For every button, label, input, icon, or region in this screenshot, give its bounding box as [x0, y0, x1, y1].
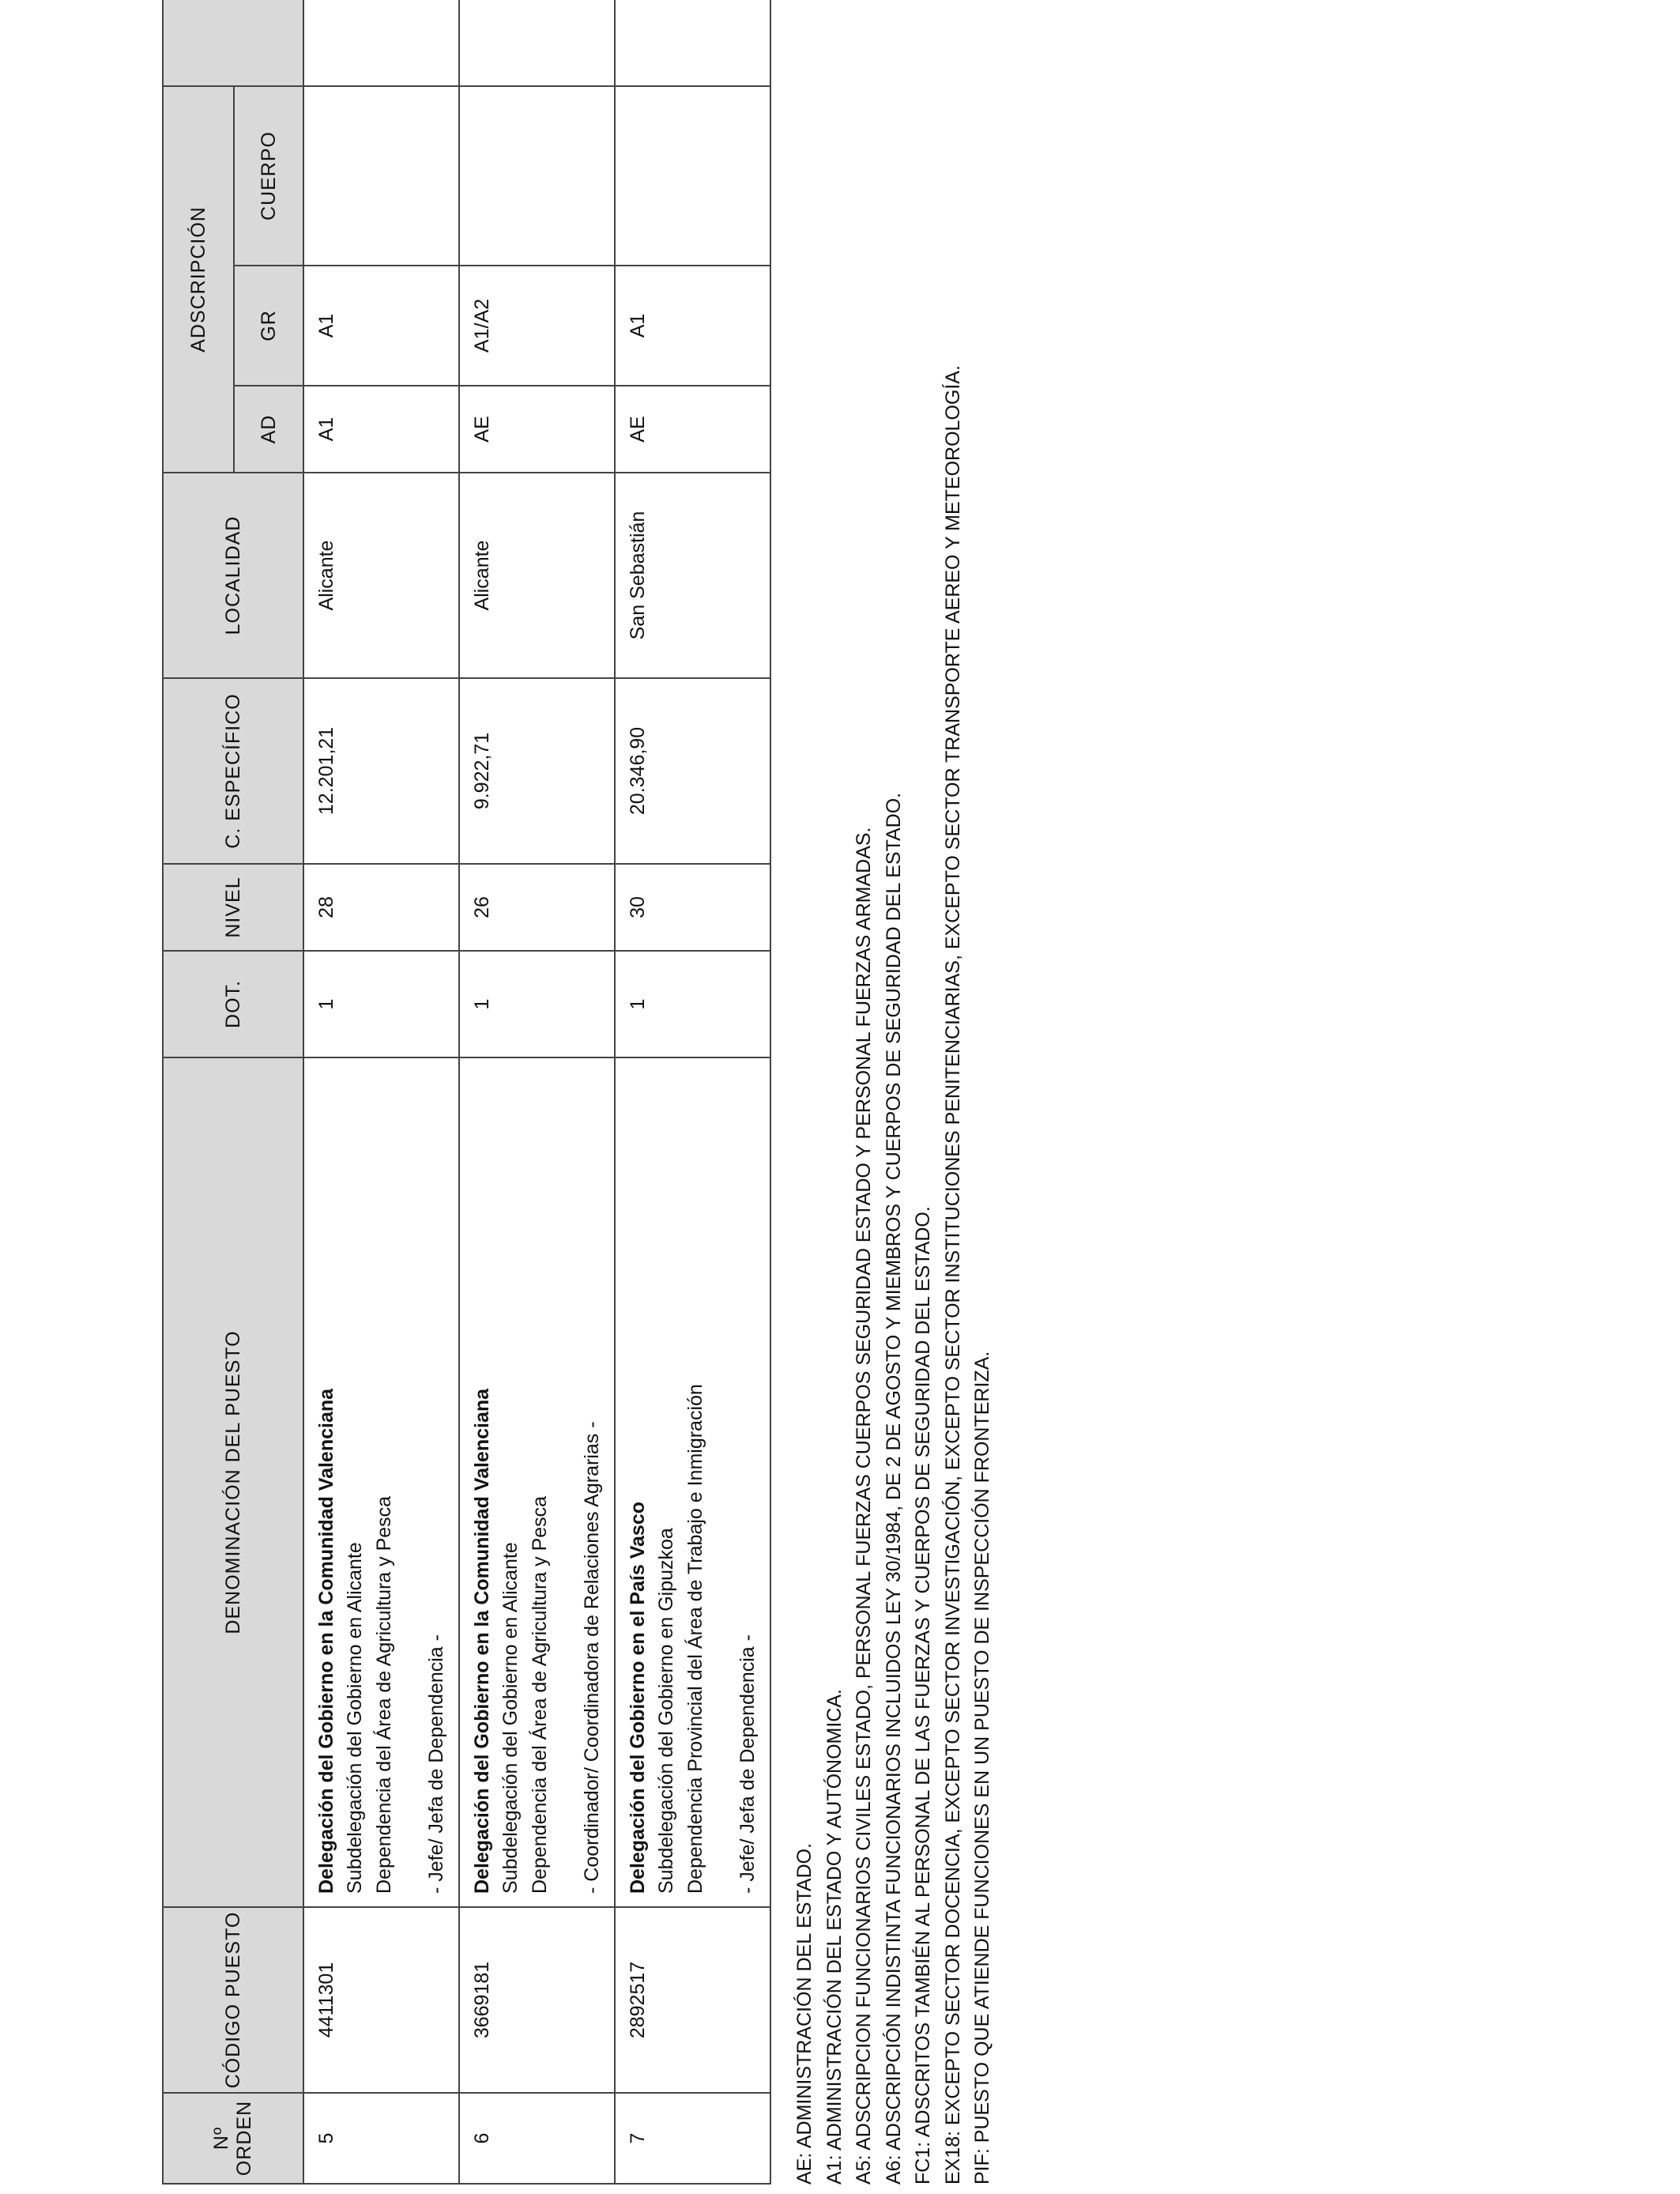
table-row [303, 0, 459, 2184]
cell-denominacion [615, 1057, 770, 1907]
legend [790, 365, 998, 2185]
header-adscripcion: ADSCRIPCIÓN [163, 86, 234, 473]
denominacion-job: - Coordinador/ Coordinadora de Relaciones Agrarias - [580, 1421, 603, 1894]
legend-line: A1: ADMINISTRACIÓN DEL ESTADO Y AUTÓNOMICA. [823, 1689, 846, 2185]
cell-especifico: 9.922,71 [459, 678, 615, 864]
denominacion-line2: Dependencia del Área de Agricultura y Pesca [528, 1495, 551, 1894]
cell-meritos [459, 0, 615, 86]
positions-table [162, 0, 771, 2185]
denominacion-line1: Subdelegación del Gobierno en Gipuzkoa [655, 1528, 678, 1894]
denominacion-head: Delegación del Gobierno en la Comunidad Valenciana [315, 1388, 337, 1894]
cell-localidad: Alicante [303, 473, 459, 678]
cell-dot: 1 [459, 951, 615, 1057]
table-row [615, 0, 770, 2184]
header-especifico: C. ESPECÍFICO [163, 678, 303, 864]
cell-localidad: Alicante [459, 473, 615, 678]
legend-line: FC1: ADSCRITOS TAMBIÉN AL PERSONAL DE LAS FUERZAS Y CUERPOS DE SEGURIDAD DEL ESTADO. [912, 1206, 934, 2185]
denominacion-job: - Jefe/ Jefa de Dependencia - [424, 1634, 447, 1894]
cell-especifico: 20.346,90 [615, 678, 770, 864]
cell-nivel: 30 [615, 864, 770, 951]
cell-nivel: 28 [303, 864, 459, 951]
cell-meritos [615, 0, 770, 86]
denominacion-line1: Subdelegación del Gobierno en Alicante [499, 1542, 522, 1894]
cell-nivel: 26 [459, 864, 615, 951]
cell-gr: A1 [615, 266, 770, 386]
denominacion-line2: Dependencia Provincial del Área de Trabajo e Inmigración [684, 1384, 706, 1894]
cell-gr: A1/A2 [459, 266, 615, 386]
legend-line: PIF: PUESTO QUE ATIENDE FUNCIONES EN UN PUESTO DE INSPECCIÓN FRONTERIZA. [971, 1351, 993, 2185]
cell-codigo: 4411301 [303, 1907, 459, 2093]
cell-ad: AE [615, 386, 770, 473]
header-gr: GR [234, 266, 303, 386]
header-dot: DOT. [163, 951, 303, 1057]
header-codigo: CÓDIGO PUESTO [163, 1907, 303, 2093]
header-cuerpo: CUERPO [234, 86, 303, 266]
cell-cuerpo [459, 86, 615, 266]
header-ad: AD [234, 386, 303, 473]
cell-denominacion [303, 1057, 459, 1907]
header-localidad: LOCALIDAD [163, 473, 303, 678]
table-row [459, 0, 615, 2184]
header-orden: Nº ORDEN [163, 2093, 303, 2184]
legend-line: AE: ADMINISTRACIÓN DEL ESTADO. [793, 1842, 816, 2185]
cell-cuerpo [303, 86, 459, 266]
denominacion-line2: Dependencia del Área de Agricultura y Pesca [372, 1495, 395, 1894]
cell-ad: AE [459, 386, 615, 473]
cell-ad: A1 [303, 386, 459, 473]
legend-line: A6: ADSCRIPCIÓN INDISTINTA FUNCIONARIOS INCLUIDOS LEY 30/1984, DE 2 DE AGOSTO Y MIEMBROS Y CUERPOS DE SEGURIDAD DEL ESTADO. [882, 792, 905, 2185]
cell-codigo: 2892517 [615, 1907, 770, 2093]
cell-localidad: San Sebastián [615, 473, 770, 678]
denominacion-head: Delegación del Gobierno en el País Vasco [627, 1501, 649, 1894]
header-denominacion: DENOMINACIÓN DEL PUESTO [163, 1057, 303, 1907]
cell-meritos [303, 0, 459, 86]
cell-dot: 1 [615, 951, 770, 1057]
cell-gr: A1 [303, 266, 459, 386]
cell-codigo: 3669181 [459, 1907, 615, 2093]
cell-orden: 7 [615, 2093, 770, 2184]
cell-denominacion [459, 1057, 615, 1907]
cell-orden: 5 [303, 2093, 459, 2184]
legend-line: A5: ADSCRIPCION FUNCIONARIOS CIVILES ESTADO, PERSONAL FUERZAS CUERPOS SEGURIDAD ESTADO Y PERSONAL FUERZAS ARMADAS. [853, 827, 875, 2185]
cell-orden: 6 [459, 2093, 615, 2184]
denominacion-head: Delegación del Gobierno en la Comunidad Valenciana [471, 1388, 493, 1894]
cell-cuerpo [615, 86, 770, 266]
legend-line: EX18: EXCEPTO SECTOR DOCENCIA, EXCEPTO SECTOR INVESTIGACIÓN, EXCEPTO SECTOR INSTITUCIONES PENITENCIARIAS, EXCEPTO SECTOR TRANSPORTE AEREO Y METEOROLOGÍA. [941, 365, 964, 2185]
denominacion-job: - Jefe/ Jefa de Dependencia - [736, 1634, 759, 1894]
header-nivel: NIVEL [163, 864, 303, 951]
header-meritos [163, 0, 303, 86]
cell-dot: 1 [303, 951, 459, 1057]
denominacion-line1: Subdelegación del Gobierno en Alicante [344, 1542, 367, 1894]
cell-especifico: 12.201,21 [303, 678, 459, 864]
